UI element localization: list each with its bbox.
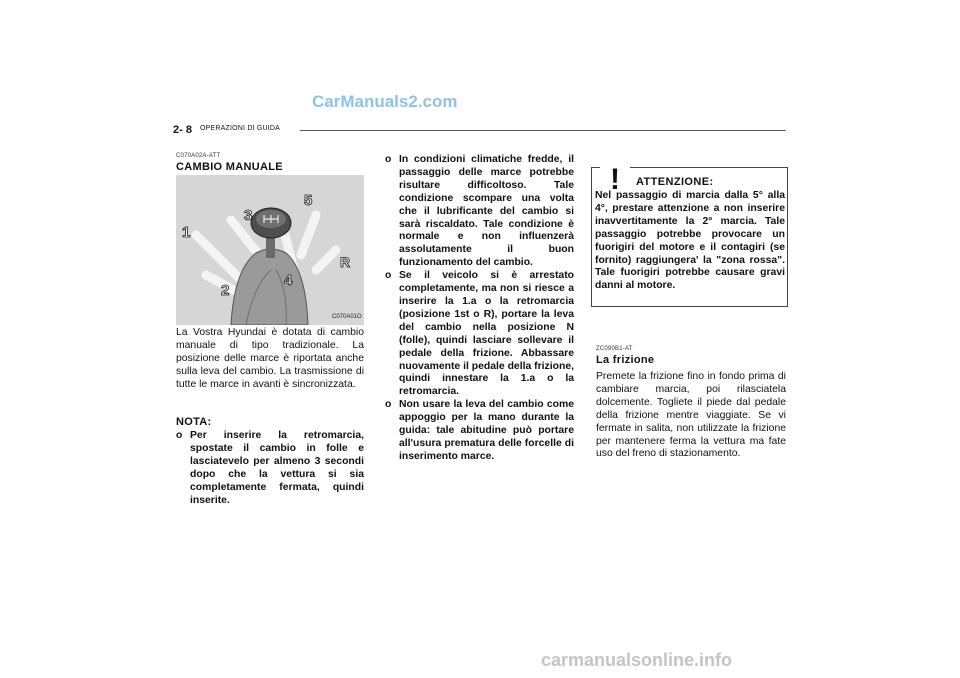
bullet-marker: o <box>385 270 392 282</box>
clutch-paragraph: Premete la frizione fino in fondo prima di cambiare marcia, poi rilasciatela dolcemente. Togliete il piede dal pedale della frizione mentre viaggiate. Se vi fermate in salita, non utilizzate la frizione per mantenere ferma la vettura ma fate uso del freno di stazionamento. <box>596 371 786 460</box>
figure-code: C070A01O <box>332 314 362 320</box>
gear-label-3: 3 <box>244 207 253 224</box>
watermark-carmanuals2: CarManuals2.com <box>312 92 458 111</box>
bullet-marker: o <box>385 154 392 165</box>
note-list <box>176 430 364 507</box>
header-divider <box>300 130 786 131</box>
list-item <box>385 399 574 464</box>
note-heading: NOTA: <box>176 416 212 428</box>
section-code: C070A02A-ATT <box>176 153 221 159</box>
bullet-marker: o <box>176 430 183 441</box>
section-heading-cambio-manuale: CAMBIO MANUALE <box>176 161 283 173</box>
warning-text: Nel passaggio di marcia dalla 5° alla 4°, prestare attenzione a non inserire inavvertitamente la 2° marcia. Tale passaggio potrebbe provocare un fuorigiri del motore e il contagiri (se fornito) raggiungera' la "zona rossa". Tale fuorigiri potrebbe causare gravi danni al motore. <box>595 190 785 292</box>
warning-glyph: ! <box>610 163 620 193</box>
list-item-text-cold-weather: In condizioni climatiche fredde, il passaggio delle marce potrebbe risultare difficoltoso. Tale condizione scompare una volta che il lubrificante del cambio si sarà riscaldato. Tale condizione è normale e non influenzerà assolutamente il buon funzionamento del cambio. <box>399 154 574 269</box>
warning-title: ATTENZIONE: <box>636 176 714 188</box>
gear-label-2: 2 <box>221 282 230 299</box>
watermark-carmanualsonline: carmanualsonline.info <box>541 650 733 670</box>
gear-label-1: 1 <box>182 224 191 241</box>
list-item <box>385 270 574 399</box>
warning-exclamation-icon <box>600 161 630 193</box>
clutch-code: ZC090B1-AT <box>596 346 633 352</box>
section-title: OPERAZIONI DI GUIDA <box>200 125 281 132</box>
gear-shift-figure <box>176 175 364 325</box>
shifting-tips-list <box>385 154 574 464</box>
note-item-text: Per inserire la retromarcia, spostate il cambio in folle e lasciatevelo per almeno 3 secondi dopo che la vettura si sia completamente fermata, quindi inserite. <box>190 430 364 506</box>
gear-label-4: 4 <box>284 272 293 289</box>
list-item-text-reverse: Se il veicolo si è arrestato completamente, ma non si riesce a inserire la 1.a o la retromarcia (posizione 1st o R), portare la leva del cambio nella posizione N (folle), quindi lasciare sollevare il pedale della frizione. Abbassare nuovamente il pedale della frizione, quindi innestare la 1.a o la retromarcia. <box>399 270 574 398</box>
list-item-text-hand-rest: Non usare la leva del cambio come appoggio per la mano durante la guida: tale abitudine può portare all'usura prematura delle forcelle di inserimento marce. <box>399 399 574 462</box>
list-item <box>385 154 574 270</box>
gear-label-5: 5 <box>304 192 313 209</box>
gear-shift-illustration <box>176 175 364 325</box>
gear-label-r: R <box>340 254 351 270</box>
bullet-marker: o <box>385 399 392 411</box>
page-number: 2- 8 <box>173 124 192 136</box>
section-heading-frizione: La frizione <box>596 354 655 366</box>
note-item <box>176 430 364 507</box>
manual-transmission-paragraph: La Vostra Hyundai è dotata di cambio manuale di tipo tradizionale. La posizione delle marce è riportata anche sulla leva del cambio. La trasmissione di tutte le marce in avanti è sincronizzata. <box>176 327 364 390</box>
